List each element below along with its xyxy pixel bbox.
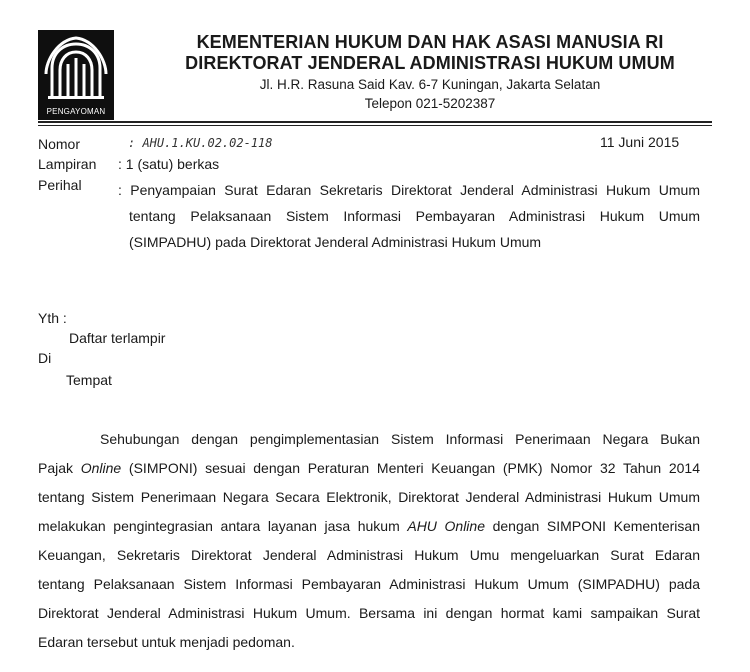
body-line: Pajak Online (SIMPONI) sesuai dengan Peraturan Menteri Keuangan (PMK) Nomor 32 Tahun 2014 (38, 460, 700, 476)
address: Jl. H.R. Rasuna Said Kav. 6-7 Kuningan, Jakarta Selatan (259, 77, 601, 92)
body-line: melakukan pengintegrasian antara layanan jasa hukum AHU Online dengan SIMPONI Kementerisan (38, 518, 700, 534)
lampiran-value: : 1 (satu) berkas (118, 156, 220, 172)
lampiran-label: Lampiran (38, 156, 97, 172)
yth-label: Yth : (38, 310, 67, 326)
logo-caption: PENGAYOMAN (46, 107, 106, 116)
recipient-name: Daftar terlampir (69, 330, 166, 346)
ministry-name: KEMENTERIAN HUKUM DAN HAK ASASI MANUSIA RI (196, 32, 664, 52)
nomor-label: Nomor (38, 136, 81, 152)
recipient-place: Tempat (66, 372, 112, 388)
perihal-line: : Penyampaian Surat Edaran Sekretaris Direktorat Jenderal Administrasi Hukum Umum (118, 182, 700, 198)
body-line: Keuangan, Sekretaris Direktorat Jenderal Administrasi Hukum Umu mengeluarkan Surat Edaran (38, 547, 700, 563)
perihal-line: (SIMPADHU) pada Direktorat Jenderal Administrasi Hukum Umum (129, 234, 542, 250)
header-rule-thin (38, 125, 712, 126)
body-line: tentang Pelaksanaan Sistem Informasi Pembayaran Administrasi Hukum Umum (SIMPADHU) pada (38, 576, 700, 592)
directorate-name: DIREKTORAT JENDERAL ADMINISTRASI HUKUM UMUM (185, 53, 675, 73)
perihal-line: tentang Pelaksanaan Sistem Informasi Pembayaran Administrasi Hukum Umum (129, 208, 700, 224)
nomor-value: : AHU.1.KU.02.02-118 (128, 136, 273, 150)
body-line: Edaran tersebut untuk menjadi pedoman. (38, 634, 295, 650)
pengayoman-logo (38, 30, 114, 120)
body-line: Sehubungan dengan pengimplementasian Sistem Informasi Penerimaan Negara Bukan (100, 431, 700, 447)
body-paragraph (38, 425, 700, 657)
perihal-label: Perihal (38, 177, 82, 193)
body-line: Direktorat Jenderal Administrasi Hukum Umum. Bersama ini dengan hormat kami sampaikan Surat (38, 605, 700, 621)
header-rule-thick (38, 121, 712, 123)
di-label: Di (38, 350, 52, 366)
perihal-text (118, 177, 700, 255)
letter-date: 11 Juni 2015 (600, 134, 680, 150)
body-line: tentang Sistem Penerimaan Negara Secara Elektronik, Direktorat Jenderal Administrasi Hukum Umum (38, 489, 700, 505)
phone: Telepon 021-5202387 (364, 96, 496, 111)
